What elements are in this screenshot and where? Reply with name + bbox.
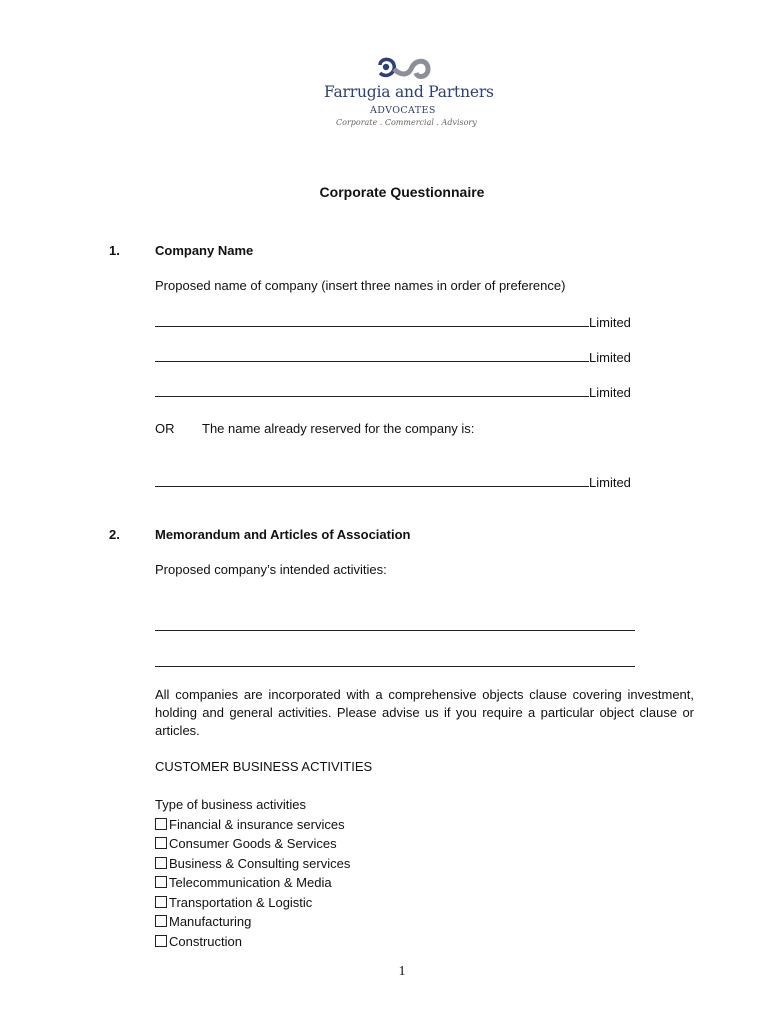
fill-in-line[interactable]	[155, 349, 589, 362]
list-item[interactable]	[155, 873, 350, 893]
reserved-name-line[interactable]	[155, 474, 631, 491]
checkbox-label: Consumer Goods & Services	[169, 836, 337, 851]
limited-suffix: Limited	[589, 350, 631, 365]
document-title: Corporate Questionnaire	[319, 184, 485, 200]
list-item[interactable]	[155, 912, 350, 932]
firm-tagline: Corporate . Commercial . Advisory	[336, 118, 477, 127]
checkbox[interactable]	[155, 837, 167, 849]
checkbox[interactable]	[155, 876, 167, 888]
limited-suffix: Limited	[589, 315, 631, 330]
fill-in-line[interactable]	[155, 314, 589, 327]
company-name-line-2[interactable]	[155, 349, 631, 366]
checkbox-label: Construction	[169, 933, 242, 949]
section-1-instruction: Proposed name of company (insert three names in order of preference)	[155, 278, 566, 293]
type-of-activities-label: Type of business activities	[155, 797, 307, 812]
section-1-heading: Company Name	[155, 243, 254, 258]
firm-subtitle: ADVOCATES	[370, 105, 436, 116]
checkbox-label: Financial & insurance services	[169, 816, 345, 832]
activities-fill-line-2[interactable]	[155, 666, 635, 667]
checkbox[interactable]	[155, 935, 167, 947]
section-2-heading: Memorandum and Articles of Association	[155, 527, 411, 542]
activity-checklist	[155, 797, 351, 951]
limited-suffix: Limited	[589, 475, 631, 490]
list-item[interactable]	[155, 893, 350, 913]
checkbox[interactable]	[155, 857, 167, 869]
customer-activities-heading: CUSTOMER BUSINESS ACTIVITIES	[155, 759, 373, 774]
activities-fill-line-1[interactable]	[155, 630, 635, 631]
list-item[interactable]	[155, 932, 350, 952]
list-item[interactable]	[155, 854, 350, 874]
limited-suffix: Limited	[589, 385, 631, 400]
objects-clause-paragraph: All companies are incorporated with a comprehensive objects clause covering investment, holding and general activities. Please advise us if you require a particular object clause or articles.	[155, 687, 694, 738]
firm-logo	[314, 52, 494, 132]
fill-in-line[interactable]	[155, 474, 589, 487]
checkbox-label: Transportation & Logistic	[169, 894, 313, 910]
checkbox-label: Manufacturing	[169, 914, 252, 929]
checkbox[interactable]	[155, 915, 167, 927]
section-2-number: 2.	[109, 527, 120, 542]
list-item[interactable]	[155, 834, 350, 854]
checkbox[interactable]	[155, 818, 167, 830]
checkbox-label: Telecommunication & Media	[169, 875, 332, 890]
fill-in-line[interactable]	[155, 384, 589, 397]
section-1-number: 1.	[109, 243, 120, 258]
or-label: OR	[155, 421, 175, 436]
swirl-logo-icon	[374, 55, 432, 83]
reserved-name-text: The name already reserved for the company is:	[202, 421, 475, 436]
company-name-line-1[interactable]	[155, 314, 631, 331]
page-number: 1	[398, 964, 406, 979]
section-2-instruction: Proposed company’s intended activities:	[155, 562, 387, 577]
company-name-line-3[interactable]	[155, 384, 631, 401]
checkbox[interactable]	[155, 896, 167, 908]
checkbox-label: Business & Consulting services	[169, 855, 351, 871]
firm-name: Farrugia and Partners	[324, 83, 494, 101]
list-item[interactable]	[155, 815, 350, 835]
